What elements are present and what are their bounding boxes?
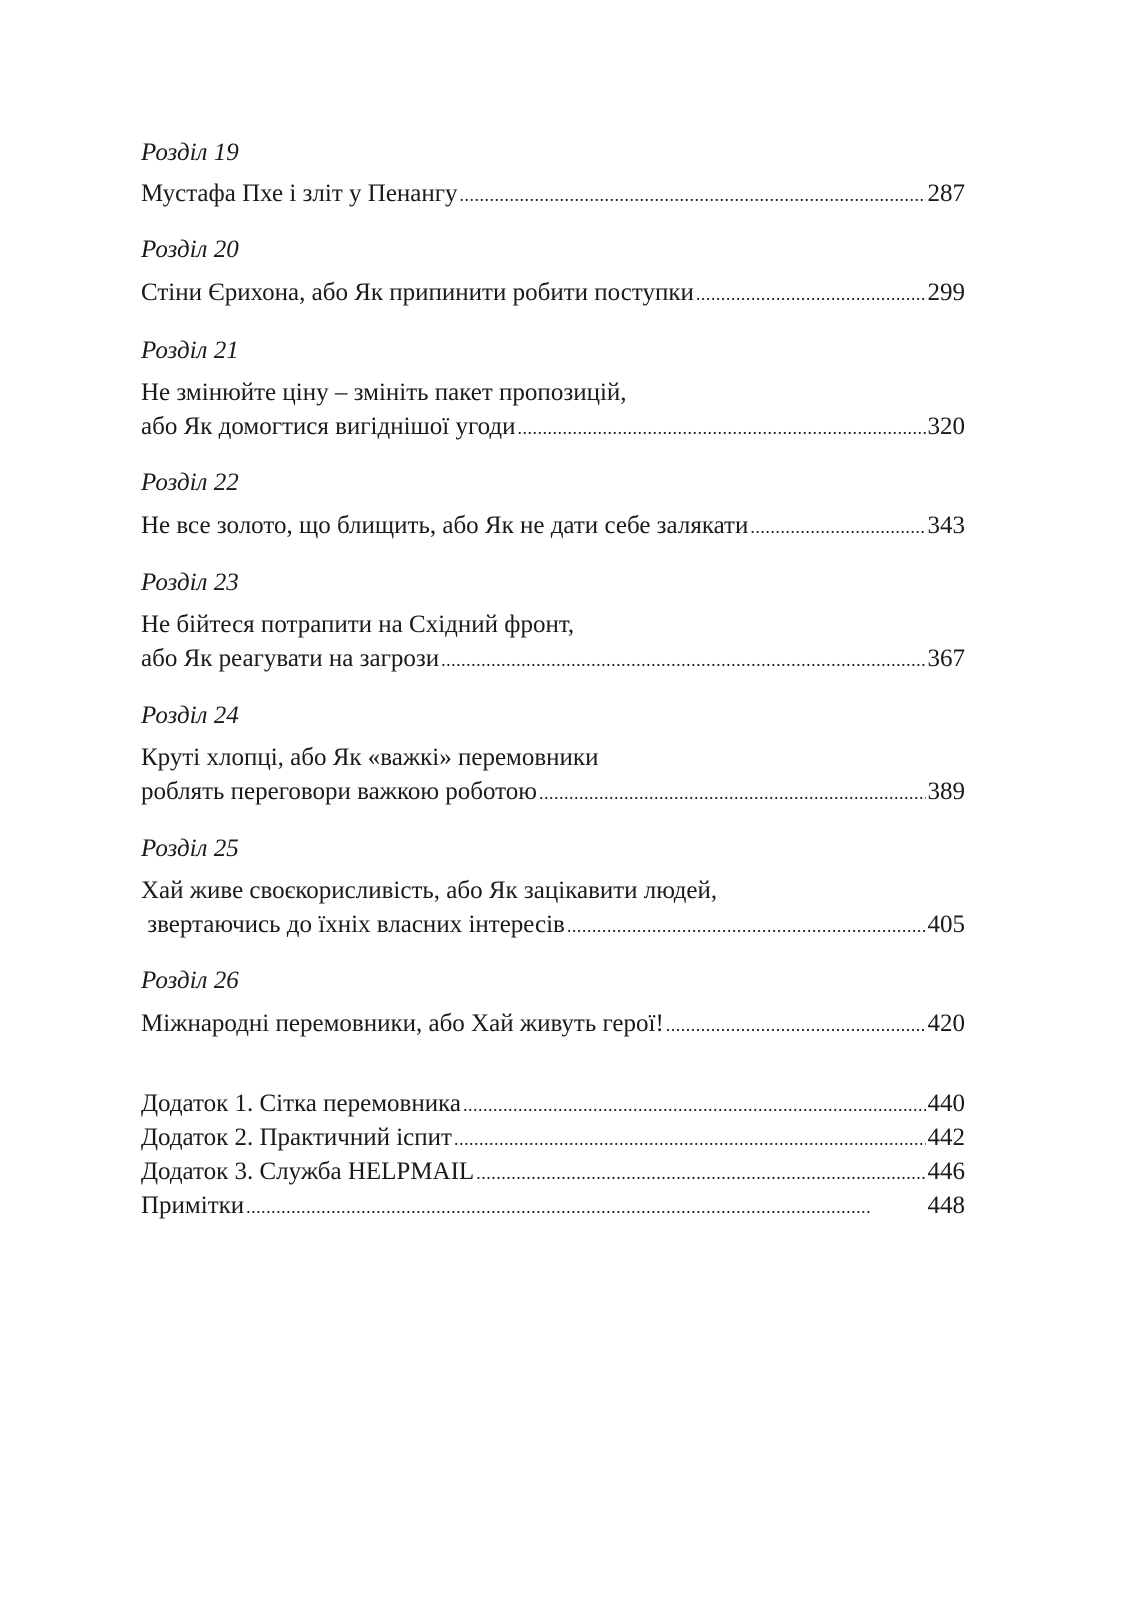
notes-title: Примітки	[141, 1192, 245, 1219]
toc-appendices	[141, 1088, 965, 1221]
leader-dots	[463, 1090, 926, 1121]
leader-dots	[441, 645, 925, 676]
toc-entry-line	[141, 377, 965, 408]
toc-chapter-25	[141, 834, 965, 940]
leader-dots	[567, 911, 926, 942]
toc-entry-line	[141, 875, 965, 906]
page-number: 442	[927, 1124, 965, 1151]
toc-chapter-24	[141, 701, 965, 807]
chapter-title: Не все золото, що блищить, або Як не дати себе залякати	[141, 512, 749, 539]
toc-chapter-22	[141, 468, 965, 541]
toc-entry-line[interactable]	[141, 178, 965, 209]
chapter-title-cont: або Як реагувати на загрози	[141, 645, 440, 672]
chapter-label: Розділ 26	[141, 967, 239, 994]
chapter-label: Розділ 20	[141, 236, 239, 263]
chapter-label: Розділ 24	[141, 702, 239, 729]
toc-entry-line[interactable]	[141, 909, 965, 940]
chapter-title: Хай живе своєкорисливість, або Як зацікавити людей,	[141, 877, 718, 904]
leader-dots	[246, 1192, 925, 1223]
chapter-title: Не змінюйте ціну – змініть пакет пропозицій,	[141, 379, 627, 406]
chapter-label: Розділ 22	[141, 469, 239, 496]
appendix-title: Додаток 1. Сітка перемовника	[141, 1090, 461, 1117]
toc-chapter-26	[141, 966, 965, 1039]
chapter-label: Розділ 21	[141, 337, 239, 364]
appendix-title: Додаток 3. Служба HELPMAIL	[141, 1158, 475, 1185]
toc-appendix-2[interactable]	[141, 1122, 965, 1153]
leader-dots	[539, 778, 926, 809]
toc-entry-line[interactable]	[141, 411, 965, 442]
chapter-title-cont: звертаючись до їхніх власних інтересів	[141, 911, 565, 938]
leader-dots	[518, 413, 926, 444]
leader-dots	[696, 279, 926, 310]
toc-entry-line[interactable]	[141, 643, 965, 674]
appendix-title: Додаток 2. Практичний іспит	[141, 1124, 452, 1151]
toc-appendix-3[interactable]	[141, 1156, 965, 1187]
chapter-title: Мустафа Пхе і зліт у Пенангу	[141, 180, 458, 207]
page-number: 287	[927, 180, 965, 207]
chapter-title: Міжнародні перемовники, або Хай живуть герої!	[141, 1010, 664, 1037]
toc-notes[interactable]	[141, 1190, 965, 1221]
leader-dots	[476, 1158, 925, 1189]
page-number: 446	[927, 1158, 965, 1185]
leader-dots	[460, 180, 926, 211]
chapter-title: Круті хлопці, або Як «важкі» перемовники	[141, 744, 599, 771]
page-number: 405	[927, 911, 965, 938]
toc-chapter-20	[141, 235, 965, 308]
leader-dots	[666, 1010, 926, 1041]
toc-chapter-23	[141, 568, 965, 674]
toc-entry-line	[141, 742, 965, 773]
toc-entry-line[interactable]	[141, 776, 965, 807]
toc-chapter-21	[141, 336, 965, 442]
chapter-label: Розділ 23	[141, 569, 239, 596]
chapter-title: Не бійтеся потрапити на Східний фронт,	[141, 611, 575, 638]
page-number: 343	[927, 512, 965, 539]
page-number: 389	[927, 778, 965, 805]
page-number: 299	[927, 279, 965, 306]
toc-appendix-1[interactable]	[141, 1088, 965, 1119]
chapter-title-cont: роблять переговори важкою роботою	[141, 778, 537, 805]
page-number: 440	[927, 1090, 965, 1117]
page-number: 420	[927, 1010, 965, 1037]
page-number: 320	[927, 413, 965, 440]
page-number: 448	[927, 1192, 965, 1219]
chapter-title: Стіни Єрихона, або Як припинити робити поступки	[141, 279, 694, 306]
chapter-label: Розділ 25	[141, 835, 239, 862]
toc-entry-line	[141, 609, 965, 640]
toc-entry-line[interactable]	[141, 277, 965, 308]
toc-entry-line[interactable]	[141, 1008, 965, 1039]
page-number: 367	[927, 645, 965, 672]
toc-chapter-19	[141, 138, 965, 209]
chapter-label: Розділ 19	[141, 139, 239, 166]
chapter-title-cont: або Як домогтися вигіднішої угоди	[141, 413, 516, 440]
leader-dots	[750, 512, 925, 543]
leader-dots	[454, 1124, 926, 1155]
toc-entry-line[interactable]	[141, 510, 965, 541]
